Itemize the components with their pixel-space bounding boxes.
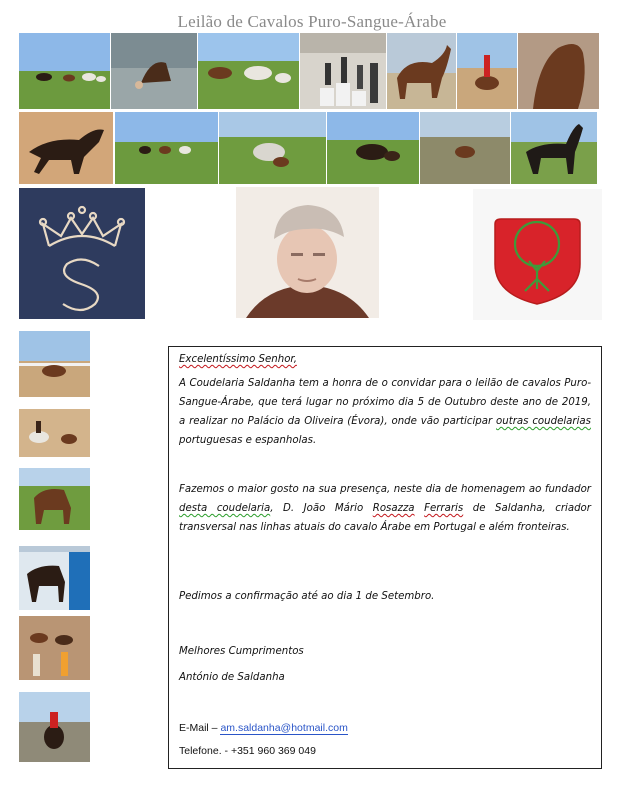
horse-photo-black-standing [511,112,597,184]
letter-signature: António de Saldanha [179,672,285,683]
horse-photo-grey-grazing [219,112,326,184]
horse-photo-head-portrait [518,33,599,109]
horse-photo-dark-pair [327,112,419,184]
phone-line: Telefone. - +351 960 369 049 [179,745,316,757]
horse-photo-column-1 [19,331,90,397]
horse-photo-paddock [420,112,510,184]
horse-photo-rider-arena [457,33,517,109]
letter-closing: Melhores Cumprimentos [179,646,304,657]
horse-photo-podium [300,33,386,109]
email-label: E-Mail – [179,722,221,734]
letter-paragraph-3: Pedimos a confirmação até ao dia 1 de Setembro. [179,591,435,602]
horse-photo-group-field [115,112,218,184]
letter-paragraph-2: Fazemos o maior gosto na sua presença, neste dia de homenagem ao fundador desta coudelaria, D. João Mário Rosazza Ferraris de Saldanha, criador transversal nas linhas atuais do cavalo Árabe em Portugal e além fronteiras. [179,484,591,533]
horse-photo-column-4 [19,546,90,610]
horse-photo-column-2 [19,409,90,457]
saldanha-crown-logo [19,188,145,319]
email-line [179,719,348,738]
horse-photo-black-running [19,112,113,184]
horse-photo-column-3 [19,468,90,530]
founder-portrait [236,187,379,318]
horse-photo-pasture [198,33,299,109]
horse-photo-column-5 [19,616,90,680]
letter-paragraph-1: A Coudelaria Saldanha tem a honra de o convidar para o leilão de cavalos Puro-Sangue-Árabe, que terá lugar no próximo dia 5 de Outubro deste ano de 2019, a realizar no Palácio da Oliveira (Évora), onde vão participar outras coudelarias portuguesas e espanholas. [179,378,591,446]
horse-photo-bay-standing [387,33,456,109]
horse-photo-column-6 [19,692,90,762]
email-link[interactable]: am.saldanha@hotmail.com [220,722,348,734]
invitation-letter [168,346,602,769]
horse-photo-field-herd [19,33,110,109]
tree-crest [473,189,602,320]
letter-salutation: Excelentíssimo Senhor, [179,354,297,365]
horse-photo-swimming [111,33,197,109]
page-title: Leilão de Cavalos Puro-Sangue-Árabe [177,12,447,31]
